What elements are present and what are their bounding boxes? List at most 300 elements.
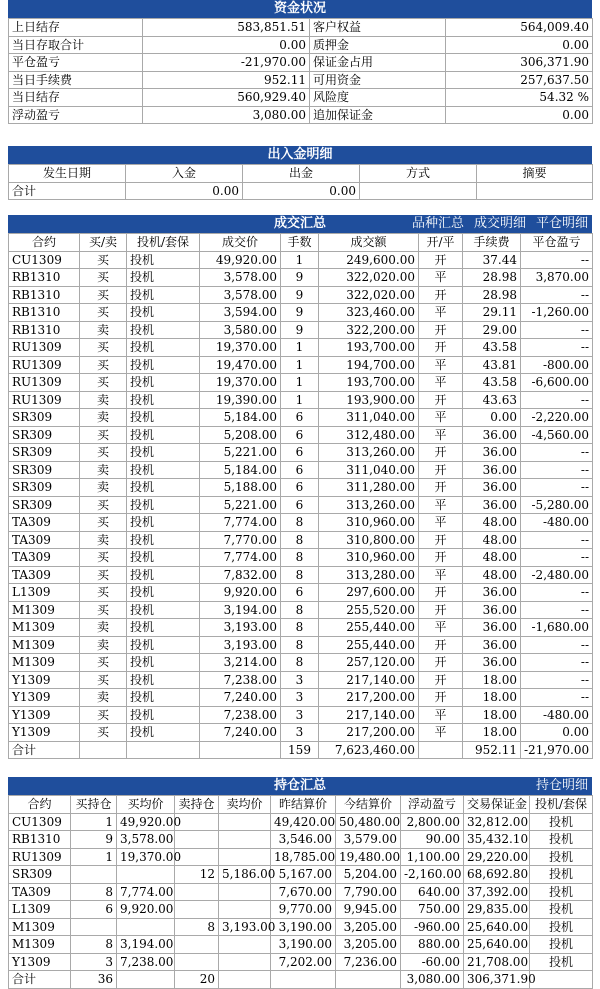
trade-view-link[interactable]: 品种汇总 bbox=[411, 216, 464, 231]
fund-value: 560,929.40 bbox=[143, 89, 310, 107]
table-row bbox=[9, 584, 593, 602]
total-cell bbox=[360, 182, 477, 200]
trade-cell: 5,221.00 bbox=[200, 444, 281, 462]
trade-cell: RB1310 bbox=[9, 269, 80, 287]
trade-cell: -- bbox=[521, 339, 593, 357]
table-row bbox=[9, 321, 593, 339]
table-row bbox=[9, 514, 593, 532]
trade-cell: SR309 bbox=[9, 496, 80, 514]
trade-cell: 卖 bbox=[80, 636, 127, 654]
total-cell: 0.00 bbox=[243, 182, 360, 200]
position-cell: 投机 bbox=[530, 848, 593, 866]
column-header: 摘要 bbox=[477, 165, 593, 183]
position-cell: 投机 bbox=[530, 918, 593, 936]
trade-cell: 5,184.00 bbox=[200, 409, 281, 427]
trade-cell: 买 bbox=[80, 426, 127, 444]
fund-label: 当日结存 bbox=[9, 89, 143, 107]
trade-cell: 投机 bbox=[127, 706, 200, 724]
position-cell: 3,194.00 bbox=[117, 936, 175, 954]
trade-view-link[interactable]: 平仓明细 bbox=[535, 216, 588, 231]
fund-value: 54.32 % bbox=[446, 89, 593, 107]
table-row bbox=[9, 636, 593, 654]
trade-cell: 36.00 bbox=[463, 496, 521, 514]
trade-cell: 28.98 bbox=[463, 269, 521, 287]
fund-row bbox=[9, 89, 593, 107]
table-row bbox=[9, 936, 593, 954]
trade-cell: 7,238.00 bbox=[200, 706, 281, 724]
trade-cell: RU1309 bbox=[9, 391, 80, 409]
trade-cell: 48.00 bbox=[463, 514, 521, 532]
total-cell bbox=[419, 741, 463, 759]
position-cell bbox=[175, 936, 219, 954]
table-row bbox=[9, 374, 593, 392]
trade-summary-title: 成交汇总 bbox=[273, 216, 326, 231]
trade-cell: 平 bbox=[419, 409, 463, 427]
trade-cell: 19,470.00 bbox=[200, 356, 281, 374]
position-cell: 5,186.00 bbox=[219, 866, 271, 884]
column-header: 手续费 bbox=[463, 234, 521, 252]
trade-cell: 3 bbox=[281, 689, 319, 707]
trade-cell: 卖 bbox=[80, 391, 127, 409]
position-cell: 7,790.00 bbox=[336, 883, 401, 901]
trade-cell: 18.00 bbox=[463, 724, 521, 742]
position-cell: 投机 bbox=[530, 813, 593, 831]
position-cell bbox=[219, 936, 271, 954]
position-cell bbox=[175, 883, 219, 901]
trade-cell: 257,120.00 bbox=[319, 654, 419, 672]
position-detail-link[interactable]: 持仓明细 bbox=[535, 778, 588, 793]
trade-cell: 开 bbox=[419, 339, 463, 357]
trade-cell: 5,184.00 bbox=[200, 461, 281, 479]
trade-cell: 投机 bbox=[127, 724, 200, 742]
total-cell bbox=[271, 971, 336, 989]
trade-cell: 卖 bbox=[80, 619, 127, 637]
position-summary-title: 持仓汇总 bbox=[273, 778, 326, 793]
fund-value: 306,371.90 bbox=[446, 54, 593, 72]
trade-cell: L1309 bbox=[9, 584, 80, 602]
trade-cell: 255,440.00 bbox=[319, 619, 419, 637]
position-cell: -960.00 bbox=[401, 918, 464, 936]
cash-flow-total-row bbox=[9, 182, 593, 200]
trade-cell: RB1310 bbox=[9, 286, 80, 304]
trade-cell: 48.00 bbox=[463, 549, 521, 567]
position-cell: 50,480.00 bbox=[336, 813, 401, 831]
trade-cell: 1 bbox=[281, 251, 319, 269]
column-header: 投机/套保 bbox=[530, 796, 593, 814]
trade-cell: 投机 bbox=[127, 356, 200, 374]
fund-status-header bbox=[8, 0, 592, 18]
trade-cell: 193,700.00 bbox=[319, 374, 419, 392]
trade-cell: 投机 bbox=[127, 286, 200, 304]
trade-cell: 7,770.00 bbox=[200, 531, 281, 549]
fund-label: 保证金占用 bbox=[310, 54, 446, 72]
trade-cell: 卖 bbox=[80, 321, 127, 339]
trade-cell: 43.81 bbox=[463, 356, 521, 374]
trade-cell: 0.00 bbox=[521, 724, 593, 742]
fund-row bbox=[9, 106, 593, 124]
position-cell: 35,432.10 bbox=[464, 831, 530, 849]
position-cell: 5,167.00 bbox=[271, 866, 336, 884]
total-cell: 20 bbox=[175, 971, 219, 989]
fund-value: 583,851.51 bbox=[143, 19, 310, 37]
trade-cell: 9,920.00 bbox=[200, 584, 281, 602]
trade-cell: 投机 bbox=[127, 269, 200, 287]
fund-row bbox=[9, 36, 593, 54]
trade-cell: 6 bbox=[281, 461, 319, 479]
trade-cell: 3,578.00 bbox=[200, 269, 281, 287]
trade-cell: 1 bbox=[281, 339, 319, 357]
total-cell: -21,970.00 bbox=[521, 741, 593, 759]
total-cell bbox=[127, 741, 200, 759]
position-cell: 投机 bbox=[530, 936, 593, 954]
trade-cell: 平 bbox=[419, 426, 463, 444]
column-header: 方式 bbox=[360, 165, 477, 183]
total-cell: 159 bbox=[281, 741, 319, 759]
trade-cell: 313,260.00 bbox=[319, 496, 419, 514]
trade-cell: 312,480.00 bbox=[319, 426, 419, 444]
trade-cell: 7,832.00 bbox=[200, 566, 281, 584]
trade-cell: 投机 bbox=[127, 321, 200, 339]
position-cell: Y1309 bbox=[9, 953, 71, 971]
trade-cell: 投机 bbox=[127, 409, 200, 427]
trade-cell: 投机 bbox=[127, 601, 200, 619]
trade-cell: 投机 bbox=[127, 636, 200, 654]
trade-cell: 0.00 bbox=[463, 409, 521, 427]
position-cell: 12 bbox=[175, 866, 219, 884]
trade-cell: 36.00 bbox=[463, 654, 521, 672]
trade-cell: 18.00 bbox=[463, 671, 521, 689]
column-header: 买持仓 bbox=[71, 796, 117, 814]
trade-cell: 平 bbox=[419, 356, 463, 374]
trade-cell: 买 bbox=[80, 549, 127, 567]
position-cell: 7,774.00 bbox=[117, 883, 175, 901]
position-cell: 投机 bbox=[530, 883, 593, 901]
trade-cell: 卖 bbox=[80, 409, 127, 427]
trade-cell: 311,040.00 bbox=[319, 461, 419, 479]
trade-cell: 193,900.00 bbox=[319, 391, 419, 409]
fund-label: 上日结存 bbox=[9, 19, 143, 37]
trade-cell: 投机 bbox=[127, 654, 200, 672]
trade-cell: Y1309 bbox=[9, 724, 80, 742]
trade-cell: -- bbox=[521, 531, 593, 549]
cash-flow-title: 出入金明细 bbox=[267, 147, 333, 162]
table-row bbox=[9, 901, 593, 919]
table-row bbox=[9, 724, 593, 742]
column-header: 手数 bbox=[281, 234, 319, 252]
trade-cell: 48.00 bbox=[463, 566, 521, 584]
trade-cell: 19,390.00 bbox=[200, 391, 281, 409]
fund-label: 当日手续费 bbox=[9, 71, 143, 89]
table-row bbox=[9, 496, 593, 514]
position-cell bbox=[219, 883, 271, 901]
trade-cell: 9 bbox=[281, 321, 319, 339]
total-cell bbox=[477, 182, 593, 200]
trade-cell: 投机 bbox=[127, 584, 200, 602]
column-header: 今结算价 bbox=[336, 796, 401, 814]
trade-cell: 43.58 bbox=[463, 339, 521, 357]
position-cell: RB1310 bbox=[9, 831, 71, 849]
position-cell: 投机 bbox=[530, 831, 593, 849]
trade-cell: 投机 bbox=[127, 514, 200, 532]
trade-cell: RU1309 bbox=[9, 339, 80, 357]
trade-view-link[interactable]: 成交明细 bbox=[473, 216, 526, 231]
trade-cell: 开 bbox=[419, 549, 463, 567]
trade-cell: 36.00 bbox=[463, 584, 521, 602]
position-cell: CU1309 bbox=[9, 813, 71, 831]
trade-cell: 19,370.00 bbox=[200, 374, 281, 392]
fund-label: 浮动盈亏 bbox=[9, 106, 143, 124]
table-row bbox=[9, 444, 593, 462]
table-row bbox=[9, 689, 593, 707]
trade-cell: 36.00 bbox=[463, 601, 521, 619]
fund-label: 客户权益 bbox=[310, 19, 446, 37]
trade-cell: 买 bbox=[80, 286, 127, 304]
trade-cell: -- bbox=[521, 654, 593, 672]
position-cell: 3,205.00 bbox=[336, 936, 401, 954]
position-cell: 18,785.00 bbox=[271, 848, 336, 866]
position-cell: 3,190.00 bbox=[271, 936, 336, 954]
trade-summary-table bbox=[8, 233, 593, 759]
trade-cell: 28.98 bbox=[463, 286, 521, 304]
table-row bbox=[9, 953, 593, 971]
position-cell: 投机 bbox=[530, 901, 593, 919]
trade-cell: 3 bbox=[281, 671, 319, 689]
position-cell: 3,546.00 bbox=[271, 831, 336, 849]
trade-cell: 卖 bbox=[80, 689, 127, 707]
position-cell: TA309 bbox=[9, 883, 71, 901]
table-row bbox=[9, 813, 593, 831]
trade-cell: 9 bbox=[281, 286, 319, 304]
trade-cell: 311,280.00 bbox=[319, 479, 419, 497]
position-cell: 750.00 bbox=[401, 901, 464, 919]
trade-cell: 开 bbox=[419, 321, 463, 339]
trade-cell: 3,580.00 bbox=[200, 321, 281, 339]
trade-cell: 平 bbox=[419, 374, 463, 392]
position-cell: M1309 bbox=[9, 936, 71, 954]
trade-cell: -- bbox=[521, 286, 593, 304]
trade-cell: SR309 bbox=[9, 479, 80, 497]
total-cell: 3,080.00 bbox=[401, 971, 464, 989]
position-cell: 1 bbox=[71, 848, 117, 866]
trade-cell: 平 bbox=[419, 619, 463, 637]
position-cell: 21,708.00 bbox=[464, 953, 530, 971]
trade-cell: 6 bbox=[281, 409, 319, 427]
trade-cell: TA309 bbox=[9, 566, 80, 584]
trade-cell: TA309 bbox=[9, 531, 80, 549]
fund-status-title: 资金状况 bbox=[273, 1, 326, 16]
trade-cell: 卖 bbox=[80, 479, 127, 497]
trade-summary-section bbox=[8, 215, 592, 759]
trade-cell: 5,188.00 bbox=[200, 479, 281, 497]
trade-cell: 3,193.00 bbox=[200, 636, 281, 654]
trade-cell: 36.00 bbox=[463, 479, 521, 497]
trade-cell: 开 bbox=[419, 479, 463, 497]
table-row bbox=[9, 671, 593, 689]
total-cell: 7,623,460.00 bbox=[319, 741, 419, 759]
position-cell: 25,640.00 bbox=[464, 918, 530, 936]
fund-row bbox=[9, 54, 593, 72]
trade-cell: 投机 bbox=[127, 549, 200, 567]
cash-flow-section bbox=[8, 146, 592, 200]
trade-cell: -- bbox=[521, 671, 593, 689]
total-cell bbox=[336, 971, 401, 989]
table-row bbox=[9, 706, 593, 724]
trade-cell: -- bbox=[521, 461, 593, 479]
trade-cell: 1 bbox=[281, 356, 319, 374]
trade-cell: SR309 bbox=[9, 426, 80, 444]
position-cell: 29,835.00 bbox=[464, 901, 530, 919]
trade-cell: -- bbox=[521, 251, 593, 269]
table-row bbox=[9, 883, 593, 901]
trade-cell: CU1309 bbox=[9, 251, 80, 269]
trade-cell: -1,680.00 bbox=[521, 619, 593, 637]
trade-cell: 322,020.00 bbox=[319, 269, 419, 287]
trade-cell: 平 bbox=[419, 566, 463, 584]
trade-cell: 平 bbox=[419, 304, 463, 322]
total-cell: 36 bbox=[71, 971, 117, 989]
position-cell bbox=[175, 831, 219, 849]
trade-total-row bbox=[9, 741, 593, 759]
trade-cell: -480.00 bbox=[521, 514, 593, 532]
fund-label: 追加保证金 bbox=[310, 106, 446, 124]
trade-cell: 36.00 bbox=[463, 636, 521, 654]
trade-cell: 43.58 bbox=[463, 374, 521, 392]
total-cell: 合计 bbox=[9, 971, 71, 989]
trade-cell: -1,260.00 bbox=[521, 304, 593, 322]
trade-cell: 8 bbox=[281, 636, 319, 654]
trade-cell: -- bbox=[521, 584, 593, 602]
table-row bbox=[9, 866, 593, 884]
trade-cell: 投机 bbox=[127, 426, 200, 444]
position-cell: 3,193.00 bbox=[219, 918, 271, 936]
trade-cell: 开 bbox=[419, 654, 463, 672]
trade-cell: 买 bbox=[80, 584, 127, 602]
position-cell: 68,692.80 bbox=[464, 866, 530, 884]
trade-cell: 买 bbox=[80, 356, 127, 374]
trade-cell: 开 bbox=[419, 461, 463, 479]
trade-cell: 8 bbox=[281, 549, 319, 567]
trade-cell: 313,260.00 bbox=[319, 444, 419, 462]
trade-cell: 平 bbox=[419, 514, 463, 532]
position-summary-header bbox=[8, 777, 592, 795]
trade-cell: -800.00 bbox=[521, 356, 593, 374]
total-cell bbox=[219, 971, 271, 989]
trade-cell: 310,800.00 bbox=[319, 531, 419, 549]
fund-label: 平仓盈亏 bbox=[9, 54, 143, 72]
trade-cell: 投机 bbox=[127, 496, 200, 514]
trade-cell: 29.00 bbox=[463, 321, 521, 339]
trade-cell: 买 bbox=[80, 251, 127, 269]
position-cell: 19,480.00 bbox=[336, 848, 401, 866]
position-cell: 9,945.00 bbox=[336, 901, 401, 919]
trade-cell: 投机 bbox=[127, 339, 200, 357]
fund-value: -21,970.00 bbox=[143, 54, 310, 72]
column-header: 开/平 bbox=[419, 234, 463, 252]
fund-label: 当日存取合计 bbox=[9, 36, 143, 54]
position-cell: 3,578.00 bbox=[117, 831, 175, 849]
position-total-row bbox=[9, 971, 593, 989]
position-cell: 90.00 bbox=[401, 831, 464, 849]
trade-cell: 卖 bbox=[80, 531, 127, 549]
trade-cell: 1 bbox=[281, 374, 319, 392]
trade-cell: 3,578.00 bbox=[200, 286, 281, 304]
trade-cell: RU1309 bbox=[9, 356, 80, 374]
trade-cell: 买 bbox=[80, 304, 127, 322]
table-row bbox=[9, 549, 593, 567]
trade-cell: 217,140.00 bbox=[319, 671, 419, 689]
table-row bbox=[9, 531, 593, 549]
trade-cell: 36.00 bbox=[463, 444, 521, 462]
position-cell: RU1309 bbox=[9, 848, 71, 866]
trade-cell: -6,600.00 bbox=[521, 374, 593, 392]
table-row bbox=[9, 654, 593, 672]
trade-cell: 买 bbox=[80, 514, 127, 532]
trade-cell: 255,520.00 bbox=[319, 601, 419, 619]
fund-row bbox=[9, 71, 593, 89]
position-cell: -60.00 bbox=[401, 953, 464, 971]
trade-cell: RU1309 bbox=[9, 374, 80, 392]
position-cell bbox=[71, 918, 117, 936]
trade-cell: 买 bbox=[80, 496, 127, 514]
position-summary-table bbox=[8, 795, 593, 989]
trade-summary-links bbox=[402, 215, 588, 233]
position-cell bbox=[117, 918, 175, 936]
position-cell bbox=[219, 901, 271, 919]
trade-cell: 投机 bbox=[127, 444, 200, 462]
fund-value: 0.00 bbox=[143, 36, 310, 54]
position-cell: 7,202.00 bbox=[271, 953, 336, 971]
position-cell bbox=[219, 848, 271, 866]
position-cell: 投机 bbox=[530, 953, 593, 971]
trade-cell: TA309 bbox=[9, 549, 80, 567]
trade-cell: 3,870.00 bbox=[521, 269, 593, 287]
trade-cell: 平 bbox=[419, 706, 463, 724]
trade-cell: 投机 bbox=[127, 689, 200, 707]
table-row bbox=[9, 479, 593, 497]
trade-cell: 18.00 bbox=[463, 706, 521, 724]
trade-cell: -4,560.00 bbox=[521, 426, 593, 444]
table-row bbox=[9, 251, 593, 269]
trade-cell: -- bbox=[521, 636, 593, 654]
table-row bbox=[9, 269, 593, 287]
trade-cell: 开 bbox=[419, 689, 463, 707]
trade-cell: 6 bbox=[281, 444, 319, 462]
position-cell: 9,770.00 bbox=[271, 901, 336, 919]
trade-cell: 投机 bbox=[127, 251, 200, 269]
table-row bbox=[9, 426, 593, 444]
trade-cell: 217,200.00 bbox=[319, 724, 419, 742]
trade-cell: 6 bbox=[281, 496, 319, 514]
trade-cell: 7,240.00 bbox=[200, 689, 281, 707]
trade-cell: 买 bbox=[80, 724, 127, 742]
total-cell bbox=[80, 741, 127, 759]
trade-cell: 开 bbox=[419, 531, 463, 549]
trade-cell: 311,040.00 bbox=[319, 409, 419, 427]
trade-cell: 6 bbox=[281, 479, 319, 497]
trade-cell: 18.00 bbox=[463, 689, 521, 707]
fund-value: 0.00 bbox=[446, 36, 593, 54]
position-cell: M1309 bbox=[9, 918, 71, 936]
position-cell bbox=[71, 866, 117, 884]
column-header: 交易保证金 bbox=[464, 796, 530, 814]
trade-cell: 255,440.00 bbox=[319, 636, 419, 654]
trade-cell: 37.44 bbox=[463, 251, 521, 269]
trade-cell: SR309 bbox=[9, 461, 80, 479]
trade-cell: 194,700.00 bbox=[319, 356, 419, 374]
table-row bbox=[9, 601, 593, 619]
trade-cell: SR309 bbox=[9, 444, 80, 462]
fund-label: 风险度 bbox=[310, 89, 446, 107]
